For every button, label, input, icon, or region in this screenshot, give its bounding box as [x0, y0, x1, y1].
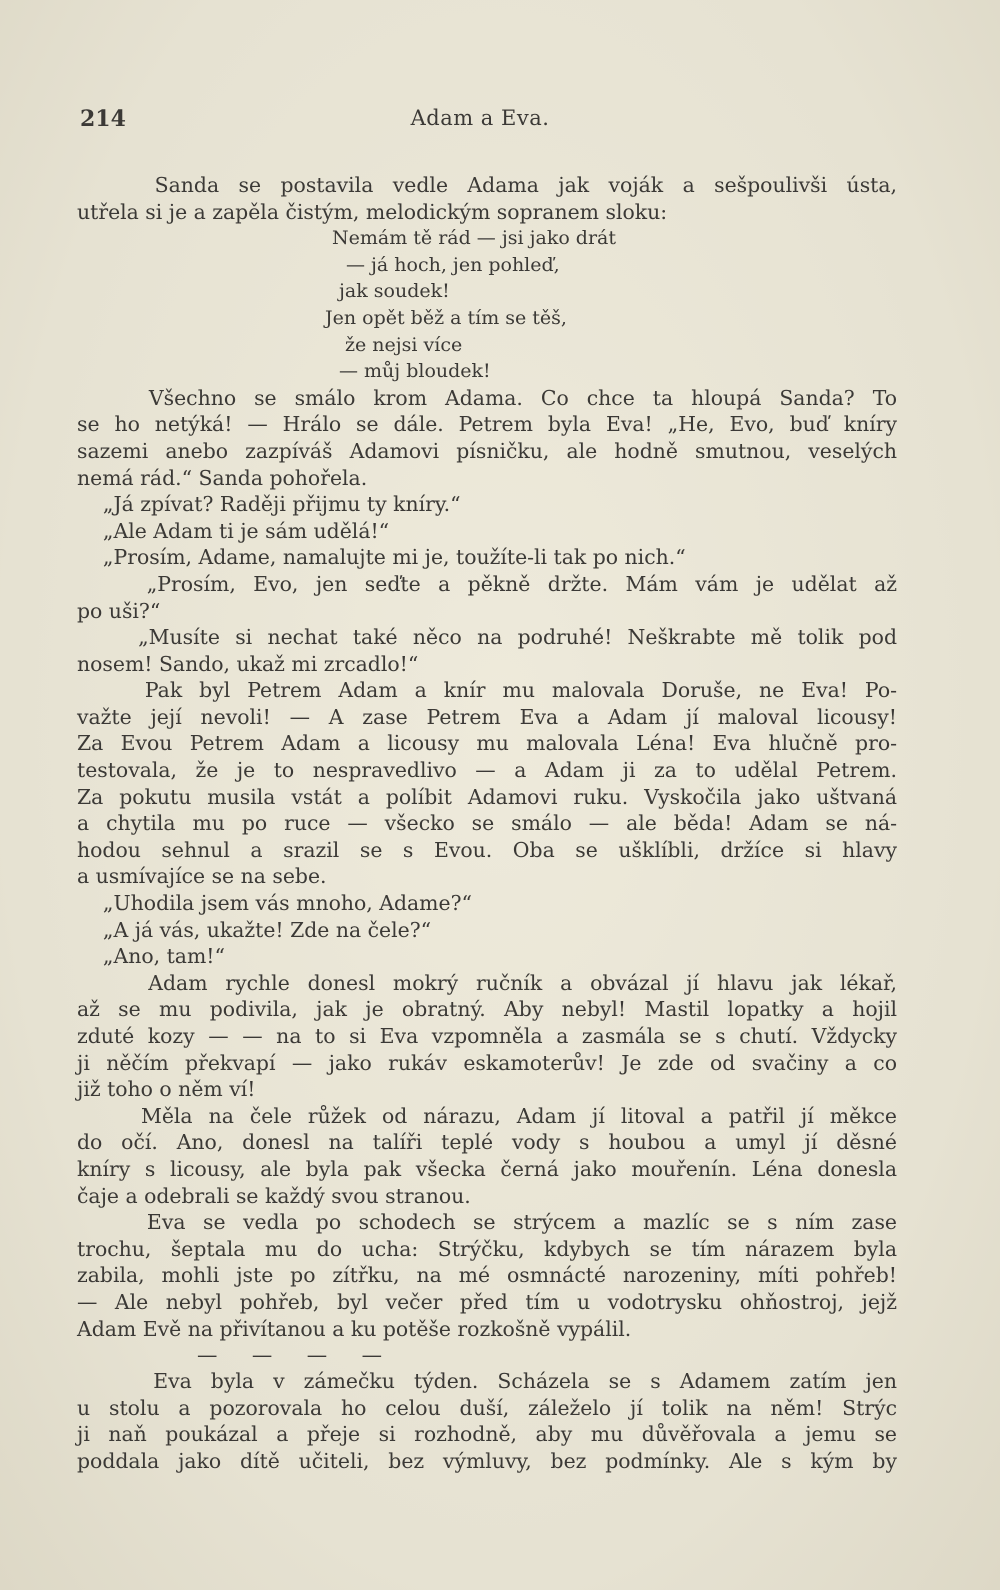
text-line: u stolu a pozorovala ho celou duší, záleželo jí tolik na něm! Strýc [77, 1395, 897, 1420]
text-line: až se mu podivila, jak je obratný. Aby nebyl! Mastil lopatky a hojil [77, 997, 897, 1022]
text-line: a usmívajíce se na sebe. [77, 864, 327, 889]
text-line: do očí. Ano, donesl na talíři teplé vody s houbou a umyl jí děsné [77, 1130, 897, 1155]
text-line: hodou sehnul a srazil se s Evou. Oba se ušklíbli, držíce si hlavy [77, 837, 897, 862]
text-line: testovala, že je to nespravedlivo — a Adam ji za to udělal Petrem. [77, 758, 897, 783]
text-line: sazemi anebo zazpíváš Adamovi písničku, ale hodně smutnou, veselých [77, 438, 897, 463]
text-line: Adam rychle donesl mokrý ručník a obvázal jí hlavu jak lékař, [77, 970, 897, 995]
text-line: zduté kozy — — na to si Eva vzpomněla a zasmála se s chutí. Vždycky [77, 1024, 897, 1048]
text-line: zabila, mohli jste po zítřku, na mé osmnácté narozeniny, míti pohřeb! [77, 1263, 897, 1288]
text-line: Sanda se postavila vedle Adama jak voják a sešpoulivši ústa, [77, 173, 897, 197]
verse-line: jak soudek! [339, 280, 450, 303]
text-line: ji něčím překvapí — jako rukáv eskamoterův! Je zde od svačiny a co [77, 1050, 897, 1075]
page-header [80, 106, 880, 138]
body-text [77, 172, 897, 1475]
text-line: a chytila mu po ruce — všecko se smálo — ale běda! Adam se ná- [77, 811, 897, 836]
verse-line: — já hoch, jen pohleď, [346, 253, 560, 276]
text-line: „Já zpívat? Raději přijmu ty kníry.“ [77, 492, 461, 517]
text-line: čaje a odebrali se každý svou stranou. [77, 1183, 471, 1208]
text-line: — Ale nebyl pohřeb, byl večer před tím u vodotrysku ohňostroj, jejž [77, 1289, 897, 1314]
verse-line: Nemám tě rád — jsi jako drát [332, 227, 617, 250]
verse-line: že nejsi více [345, 333, 463, 356]
text-line: Eva byla v zámečku týden. Scházela se s Adamem zatím jen [77, 1369, 897, 1394]
text-line: trochu, šeptala mu do ucha: Strýčku, kdybych se tím nárazem byla [77, 1236, 897, 1261]
text-line: Za Evou Petrem Adam a licousy mu malovala Léna! Eva hlučně pro- [77, 731, 897, 756]
text-line: Pak byl Petrem Adam a knír mu malovala Doruše, ne Eva! Po- [77, 678, 897, 703]
text-line: „Uhodila jsem vás mnoho, Adame?“ [77, 891, 472, 916]
text-line: „Prosím, Adame, namalujte mi je, toužíte-li tak po nich.“ [77, 545, 686, 570]
text-line: Eva se vedla po schodech se strýcem a mazlíc se s ním zase [77, 1210, 897, 1235]
text-line: po uši?“ [77, 598, 161, 623]
page-number: 214 [80, 106, 126, 132]
text-line: Všechno se smálo krom Adama. Co chce ta hloupá Sanda? To [77, 385, 897, 410]
running-title: Adam a Eva. [410, 106, 550, 130]
text-line: kníry s licousy, ale byla pak všecka černá jako mouřenín. Léna donesla [77, 1156, 897, 1181]
text-line: poddala jako dítě učiteli, bez výmluvy, bez podmínky. Ale s kým by [77, 1448, 897, 1473]
text-line: Měla na čele růžek od nárazu, Adam jí litoval a patřil jí měkce [77, 1103, 897, 1128]
text-line: se ho netýká! — Hrálo se dále. Petrem byla Eva! „He, Evo, buď kníry [77, 412, 897, 437]
text-line: „A já vás, ukažte! Zde na čele?“ [77, 917, 432, 942]
text-line: nemá rád.“ Sanda pohořela. [77, 465, 368, 490]
text-line: „Musíte si nechat také něco na podruhé! Neškrabte mě tolik pod [77, 625, 897, 650]
text-line: Adam Evě na přivítanou a ku potěše rozkošně vypálil. [77, 1316, 632, 1341]
text-line: „Ano, tam!“ [77, 944, 225, 969]
text-line: Za pokutu musila vstát a políbit Adamovi ruku. Vyskočila jako uštvaná [77, 784, 897, 809]
text-line: již toho o něm ví! [77, 1077, 256, 1102]
section-separator: — — — — [197, 1343, 397, 1368]
text-line: „Ale Adam ti je sám udělá!“ [77, 518, 390, 543]
verse-line: — můj bloudek! [339, 360, 491, 383]
text-line: „Prosím, Evo, jen seďte a pěkně držte. Mám vám je udělat až [77, 571, 897, 596]
text-line: nosem! Sando, ukaž mi zrcadlo!“ [77, 651, 419, 676]
text-line: utřela si je a zapěla čistým, melodickým sopranem sloku: [77, 199, 668, 224]
verse-line: Jen opět běž a tím se těš, [325, 306, 567, 329]
text-line: važte její nevoli! — A zase Petrem Eva a Adam jí maloval licousy! [77, 704, 897, 729]
text-line: ji naň poukázal a přeje si rozhodně, aby mu důvěřovala a jemu se [77, 1422, 897, 1447]
